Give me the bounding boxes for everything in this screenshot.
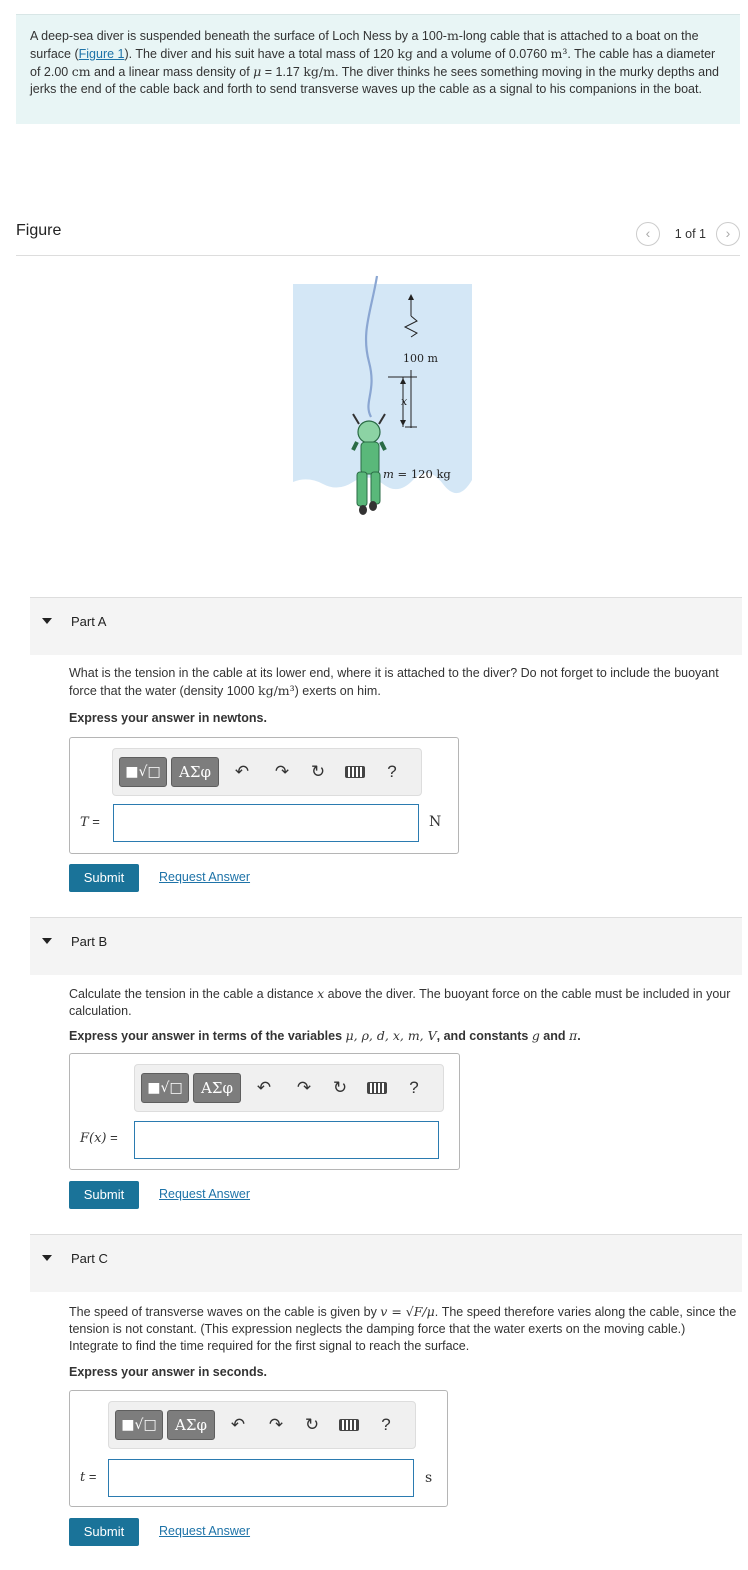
request-answer-link[interactable]: Request Answer	[159, 1187, 251, 1201]
submit-button[interactable]: Submit	[69, 1181, 139, 1209]
keyboard-icon[interactable]	[367, 1082, 387, 1094]
part-b-question	[69, 985, 737, 1020]
problem-statement	[16, 14, 740, 124]
answer-input-fx[interactable]	[134, 1121, 439, 1159]
templates-button[interactable]: ■√□	[141, 1073, 189, 1103]
part-a-express: Express your answer in newtons.	[69, 711, 267, 725]
greek-button[interactable]: ΑΣφ	[171, 757, 219, 787]
mu-symbol: μ	[253, 64, 262, 79]
constant-g: g	[531, 1028, 540, 1043]
var-x: x	[317, 986, 325, 1001]
math-toolbar	[112, 748, 422, 796]
part-c-header[interactable]	[30, 1234, 742, 1292]
figure-link[interactable]: Figure 1	[78, 47, 125, 61]
request-answer-link[interactable]: Request Answer	[159, 1524, 251, 1538]
part-b-answer-box	[69, 1053, 460, 1170]
request-answer-link[interactable]: Request Answer	[159, 870, 251, 884]
redo-icon[interactable]: ↷	[274, 762, 290, 781]
label-x: x	[401, 395, 408, 408]
problem-text: ). The diver and his suit have a total mass of 120	[124, 47, 398, 61]
help-button[interactable]: ?	[387, 762, 397, 781]
chevron-right-icon[interactable]: ›	[716, 222, 740, 246]
keyboard-icon[interactable]	[345, 766, 365, 778]
unit-density: kg/m³	[258, 683, 295, 698]
figure-header	[16, 222, 740, 256]
unit-kg: kg	[397, 46, 413, 61]
unit-m3: m³	[550, 46, 568, 61]
constant-pi: π	[569, 1028, 578, 1043]
submit-button[interactable]: Submit	[69, 864, 139, 892]
answer-variable-label: F(x) =	[80, 1130, 118, 1146]
part-b-express: Express your answer in terms of the variables μ, ρ, d, x, m, V, and constants g and π.	[69, 1028, 581, 1043]
problem-text: A deep-sea diver is suspended beneath the surface of Loch Ness by a 100-	[30, 29, 447, 43]
greek-button[interactable]: ΑΣφ	[193, 1073, 241, 1103]
problem-text: -long cable that is attached to a boat on the surface (	[30, 29, 699, 61]
answer-unit: s	[425, 1470, 433, 1486]
keyboard-icon[interactable]	[339, 1419, 359, 1431]
diver-figure	[293, 272, 473, 522]
collapse-triangle-icon[interactable]	[42, 618, 52, 624]
answer-unit: N	[429, 814, 442, 830]
part-a-header[interactable]	[30, 597, 742, 655]
question-text: Calculate the tension in the cable a distance	[69, 987, 318, 1001]
variables-list: μ, ρ, d, x, m, V	[345, 1028, 437, 1043]
templates-button[interactable]: ■√□	[115, 1410, 163, 1440]
part-a-label: Part A	[71, 614, 107, 629]
part-c-express: Express your answer in seconds.	[69, 1365, 267, 1379]
undo-icon[interactable]: ↶	[256, 1078, 272, 1097]
problem-text: . The cable has a diameter of 2.00	[30, 47, 716, 79]
answer-input-t[interactable]	[113, 804, 419, 842]
problem-text: and a volume of 0.0760	[412, 47, 551, 61]
part-b-header[interactable]	[30, 917, 742, 975]
part-c-question	[69, 1303, 737, 1355]
answer-variable-label: t =	[80, 1469, 97, 1485]
templates-button[interactable]: ■√□	[119, 757, 167, 787]
part-c-label: Part C	[71, 1251, 108, 1266]
math-toolbar	[134, 1064, 444, 1112]
part-a-question	[69, 665, 737, 700]
reset-icon[interactable]: ↻	[310, 762, 326, 781]
question-text: The speed of transverse waves on the cable is given by	[69, 1305, 381, 1319]
greek-button[interactable]: ΑΣφ	[167, 1410, 215, 1440]
figure-pager: 1 of 1	[674, 227, 706, 241]
question-text: . The speed therefore varies along the cable, since the tension is not constant. (This expression neglects the damping force that the water exerts on the moving cable.) Integrate to find the time required for the first signal to reach the surface.	[69, 1305, 737, 1353]
part-a-answer-box	[69, 737, 459, 854]
label-mass: m = 120 kg	[383, 467, 451, 481]
reset-icon[interactable]: ↻	[304, 1415, 320, 1434]
unit-m: m	[446, 28, 459, 43]
chevron-left-icon[interactable]: ‹	[636, 222, 660, 246]
unit-kg-per-m: kg/m	[303, 64, 335, 79]
problem-text: . The diver thinks he sees something moving in the murky depths and jerks the end of the cable back and forth to send transverse waves up the cable as a signal to his companions in the boat.	[30, 65, 719, 96]
redo-icon[interactable]: ↷	[296, 1078, 312, 1097]
part-c-answer-box	[69, 1390, 448, 1507]
unit-cm: cm	[71, 64, 91, 79]
undo-icon[interactable]: ↶	[234, 762, 250, 781]
answer-variable-label: T =	[80, 814, 100, 830]
help-button[interactable]: ?	[381, 1415, 391, 1434]
question-text: What is the tension in the cable at its lower end, where it is attached to the diver? Do not forget to include the buoyant force that the water (density 1000	[69, 666, 719, 698]
collapse-triangle-icon[interactable]	[42, 938, 52, 944]
problem-text: and a linear mass density of	[90, 65, 254, 79]
submit-button[interactable]: Submit	[69, 1518, 139, 1546]
label-100m: 100 m	[403, 352, 438, 365]
collapse-triangle-icon[interactable]	[42, 1255, 52, 1261]
question-text: above the diver. The buoyant force on the cable must be included in your calculation.	[69, 987, 731, 1018]
problem-text: = 1.17	[261, 65, 304, 79]
figure-title: Figure	[16, 222, 62, 239]
help-button[interactable]: ?	[409, 1078, 419, 1097]
question-text: ) exerts on him.	[294, 684, 381, 698]
redo-icon[interactable]: ↷	[268, 1415, 284, 1434]
math-toolbar	[108, 1401, 416, 1449]
speed-formula: v = √F/μ	[380, 1304, 435, 1319]
reset-icon[interactable]: ↻	[332, 1078, 348, 1097]
part-b-label: Part B	[71, 934, 108, 949]
undo-icon[interactable]: ↶	[230, 1415, 246, 1434]
answer-input-t[interactable]	[108, 1459, 414, 1497]
